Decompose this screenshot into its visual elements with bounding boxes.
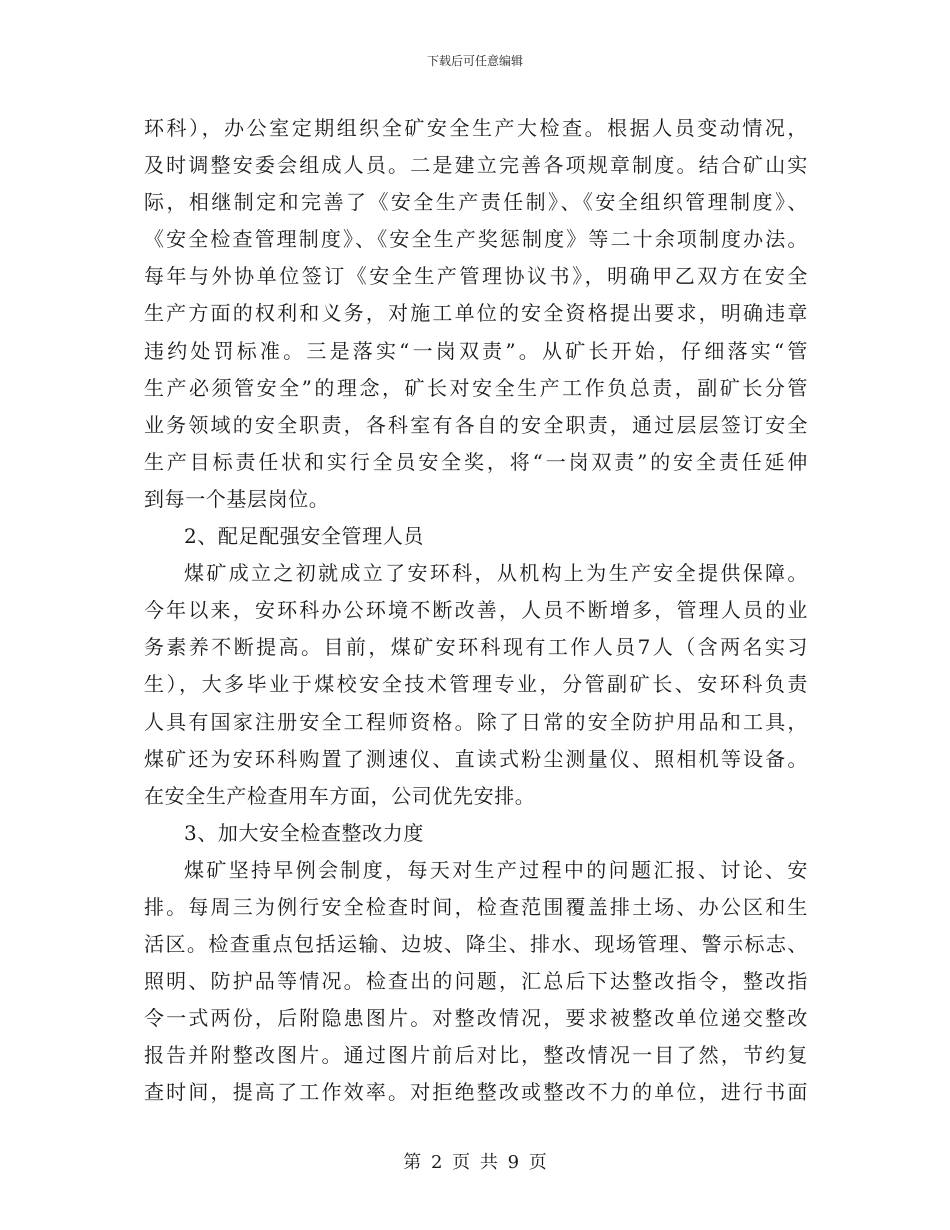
body-line: 生产必须管安全”的理念，矿长对安全生产工作负总责，副矿长分管 bbox=[144, 375, 808, 400]
body-line: 生产方面的权利和义务，对施工单位的安全资格提出要求，明确违章 bbox=[144, 301, 808, 326]
body-line: 务素养不断提高。目前，煤矿安环科现有工作人员7人（含两名实习 bbox=[144, 635, 808, 660]
document-header-note: 下载后可任意编辑 bbox=[426, 54, 523, 68]
body-line: 查时间，提高了工作效率。对拒绝整改或整改不力的单位，进行书面 bbox=[144, 1080, 808, 1105]
body-line: 今年以来，安环科办公环境不断改善，人员不断增多，管理人员的业 bbox=[144, 598, 808, 623]
page-number-footer: 第 2 页 共 9 页 bbox=[403, 1152, 547, 1173]
section-heading: 2、配足配强安全管理人员 bbox=[184, 524, 424, 549]
section-heading: 3、加大安全检查整改力度 bbox=[184, 820, 424, 845]
body-line: 令一式两份，后附隐患图片。对整改情况，要求被整改单位递交整改 bbox=[144, 1006, 808, 1031]
body-line-paragraph-start: 煤矿成立之初就成立了安环科，从机构上为生产安全提供保障。 bbox=[184, 561, 808, 586]
body-line: 报告并附整改图片。通过图片前后对比，整改情况一目了然，节约复 bbox=[144, 1043, 808, 1068]
document-body bbox=[144, 110, 808, 1112]
body-line: 及时调整安委会组成人员。二是建立完善各项规章制度。结合矿山实 bbox=[144, 153, 808, 178]
body-line: 活区。检查重点包括运输、边坡、降尘、排水、现场管理、警示标志、 bbox=[144, 932, 808, 957]
body-line: 每年与外协单位签订《安全生产管理协议书》，明确甲乙双方在安全 bbox=[144, 264, 808, 289]
body-line: 排。每周三为例行安全检查时间，检查范围覆盖排土场、办公区和生 bbox=[144, 894, 808, 919]
body-line-paragraph-end: 到每一个基层岗位。 bbox=[144, 486, 330, 511]
body-line: 人具有国家注册安全工程师资格。除了日常的安全防护用品和工具， bbox=[144, 709, 808, 734]
body-line: 违约处罚标准。三是落实“一岗双责”。从矿长开始，仔细落实“管 bbox=[144, 338, 808, 363]
body-line: 业务领域的安全职责，各科室有各自的安全职责，通过层层签订安全 bbox=[144, 412, 808, 437]
body-line: 生产目标责任状和实行全员安全奖，将“一岗双责”的安全责任延伸 bbox=[144, 449, 808, 474]
body-line: 环科），办公室定期组织全矿安全生产大检查。根据人员变动情况， bbox=[144, 116, 808, 140]
body-line-paragraph-start: 煤矿坚持早例会制度，每天对生产过程中的问题汇报、讨论、安 bbox=[184, 857, 808, 882]
body-line-paragraph-end: 在安全生产检查用车方面，公司优先安排。 bbox=[144, 783, 536, 808]
body-line: 《安全检查管理制度》、《安全生产奖惩制度》等二十余项制度办法。 bbox=[144, 227, 808, 252]
body-line: 照明、防护品等情况。检查出的问题，汇总后下达整改指令，整改指 bbox=[144, 969, 808, 994]
body-line: 生），大多毕业于煤校安全技术管理专业，分管副矿长、安环科负责 bbox=[144, 672, 808, 697]
body-line: 煤矿还为安环科购置了测速仪、直读式粉尘测量仪、照相机等设备。 bbox=[144, 746, 808, 771]
body-line: 际，相继制定和完善了《安全生产责任制》、《安全组织管理制度》、 bbox=[144, 190, 808, 215]
